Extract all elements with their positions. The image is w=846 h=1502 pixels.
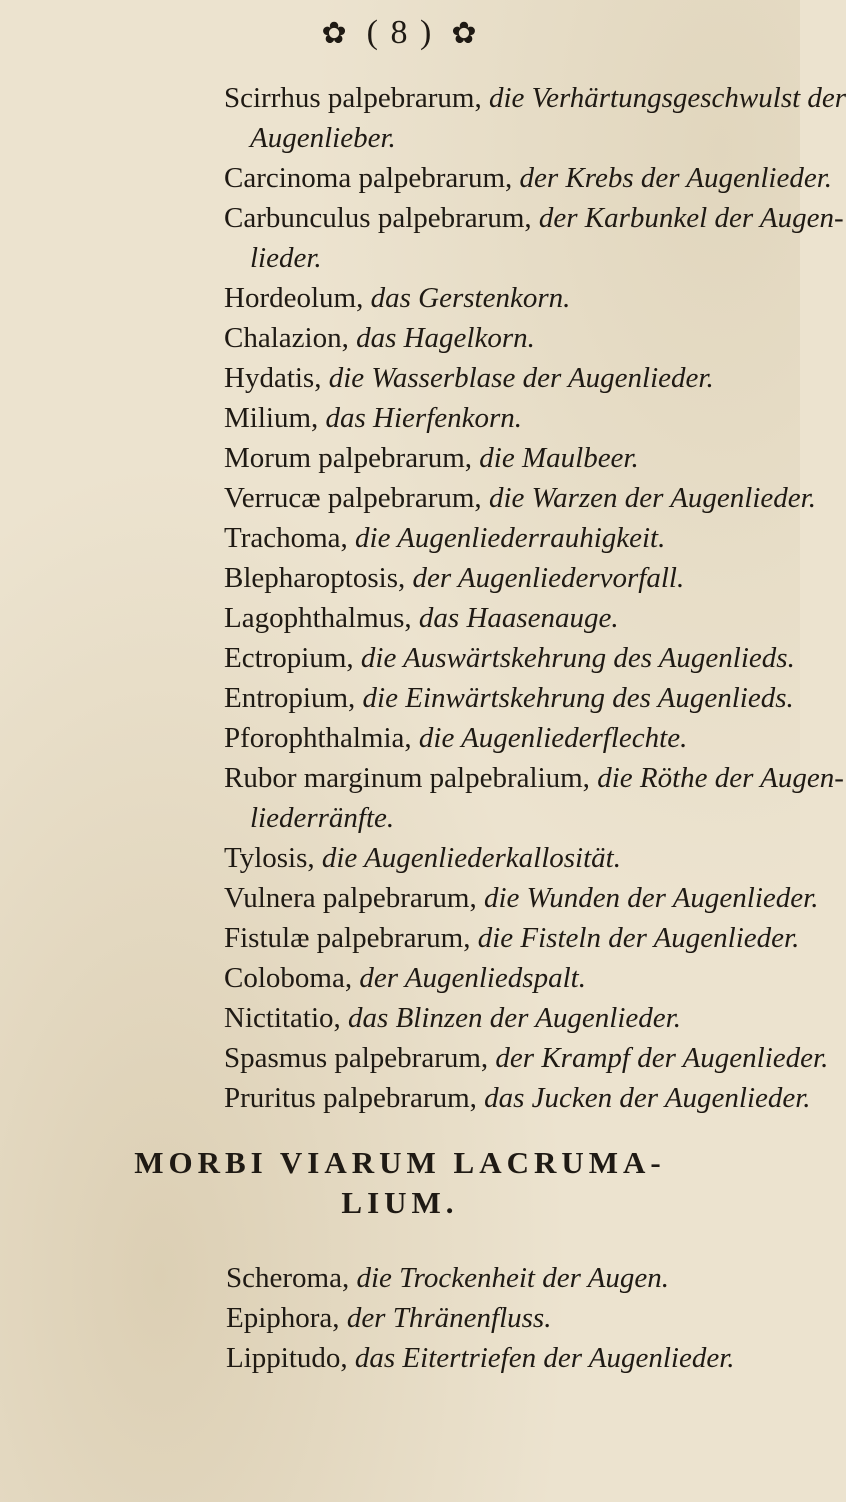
list-item <box>0 158 833 198</box>
section-heading <box>0 1145 800 1221</box>
german-term: das Blinzen der Augenlieder. <box>348 1002 681 1034</box>
list-item <box>0 278 800 318</box>
list-item <box>0 438 800 478</box>
list-item <box>0 958 800 998</box>
list-item <box>0 1038 829 1078</box>
list-item <box>0 878 819 918</box>
german-term: die Trockenheit der Augen. <box>356 1262 669 1294</box>
list-item <box>0 838 800 878</box>
german-term: die Röthe der Augen- <box>597 762 844 794</box>
latin-term: Trachoma, <box>224 522 348 554</box>
page-header <box>0 14 800 52</box>
page-number: ( 8 ) <box>366 14 434 51</box>
latin-term: Ectropium, <box>224 642 354 674</box>
german-term: die Augenliederflechte. <box>418 722 688 754</box>
latin-term: Fistulæ palpebrarum, <box>224 922 471 954</box>
latin-term: Coloboma, <box>224 962 353 994</box>
list-item <box>0 598 800 638</box>
german-term-cont: liederränfte. <box>250 802 395 834</box>
german-term-cont: Augenlieber. <box>250 122 396 154</box>
german-term: die Wunden der Augenlieder. <box>483 882 819 914</box>
german-term: der Krampf der Augenlieder. <box>495 1042 829 1074</box>
list-item <box>0 358 800 398</box>
german-term-cont: lieder. <box>250 242 322 274</box>
list-item-continuation <box>0 118 800 158</box>
list-item <box>0 198 844 238</box>
latin-term: Lippitudo, <box>226 1342 348 1374</box>
german-term: der Karbunkel der Augen- <box>538 202 844 234</box>
latin-term: Carbunculus palpebrarum, <box>224 202 532 234</box>
latin-term: Entropium, <box>224 682 356 714</box>
german-term: der Thränenfluss. <box>346 1302 552 1334</box>
german-term: die Wasserblase der Augenlieder. <box>328 362 714 394</box>
german-term: die Augenliederkallosität. <box>321 842 621 874</box>
list-item <box>0 78 846 118</box>
list-item <box>0 1078 811 1118</box>
latin-term: Milium, <box>224 402 319 434</box>
german-term: die Einwärtskehrung des Augenlieds. <box>362 682 794 714</box>
latin-term: Epiphora, <box>226 1302 340 1334</box>
list-item-continuation <box>0 798 800 838</box>
list-item <box>0 918 800 958</box>
latin-term: Lagophthalmus, <box>224 602 412 634</box>
entry-list <box>0 78 846 1118</box>
german-term: der Augenliedspalt. <box>359 962 586 994</box>
latin-term: Spasmus palpebrarum, <box>224 1042 489 1074</box>
list-item <box>0 678 800 718</box>
section-heading-line-1: MORBI VIARUM LACRUMA- <box>134 1145 666 1180</box>
latin-term: Scheroma, <box>226 1262 350 1294</box>
german-term: das Hagelkorn. <box>356 322 535 354</box>
latin-term: Blepharoptosis, <box>224 562 406 594</box>
latin-term: Pruritus palpebrarum, <box>224 1082 477 1114</box>
latin-term: Nictitatio, <box>224 1002 341 1034</box>
latin-term: Rubor marginum palpebralium, <box>224 762 590 794</box>
german-term: das Haasenauge. <box>418 602 619 634</box>
latin-term: Chalazion, <box>224 322 349 354</box>
list-item <box>0 478 816 518</box>
list-item <box>0 1298 800 1338</box>
german-term: die Warzen der Augenlieder. <box>488 482 816 514</box>
german-term: das Eitertriefen der Augenlieder. <box>354 1342 735 1374</box>
german-term: das Jucken der Augenlieder. <box>484 1082 811 1114</box>
list-item <box>0 718 800 758</box>
german-term: der Krebs der Augenlieder. <box>519 162 833 194</box>
latin-term: Vulnera palpebrarum, <box>224 882 477 914</box>
latin-term: Tylosis, <box>224 842 315 874</box>
ornament-left-icon: ✿ <box>321 17 349 50</box>
list-item <box>0 558 800 598</box>
list-item <box>0 518 800 558</box>
list-item-continuation <box>0 238 800 278</box>
list-item <box>0 1258 800 1298</box>
section-heading-line-2: LIUM. <box>341 1185 459 1220</box>
german-term: die Maulbeer. <box>479 442 639 474</box>
list-item <box>0 318 800 358</box>
latin-term: Verrucæ palpebrarum, <box>224 482 482 514</box>
latin-term: Morum palpebrarum, <box>224 442 473 474</box>
german-term: die Verhärtungsgeschwulst der <box>488 82 846 114</box>
german-term: das Gerstenkorn. <box>370 282 571 314</box>
list-item <box>0 398 800 438</box>
german-term: das Hierfenkorn. <box>325 402 523 434</box>
latin-term: Hydatis, <box>224 362 322 394</box>
list-item <box>0 638 800 678</box>
latin-term: Hordeolum, <box>224 282 364 314</box>
list-item <box>0 758 844 798</box>
list-item <box>0 1338 800 1378</box>
german-term: die Fisteln der Augenlieder. <box>477 922 800 954</box>
ornament-right-icon: ✿ <box>451 17 479 50</box>
latin-term: Carcinoma palpebrarum, <box>224 162 513 194</box>
section-entry-list <box>0 1258 800 1378</box>
list-item <box>0 998 800 1038</box>
german-term: die Augenliederrauhigkeit. <box>355 522 666 554</box>
latin-term: Scirrhus palpebrarum, <box>224 82 482 114</box>
german-term: die Auswärtskehrung des Augenlieds. <box>360 642 795 674</box>
german-term: der Augenliedervorfall. <box>412 562 685 594</box>
latin-term: Pforophthalmia, <box>224 722 412 754</box>
